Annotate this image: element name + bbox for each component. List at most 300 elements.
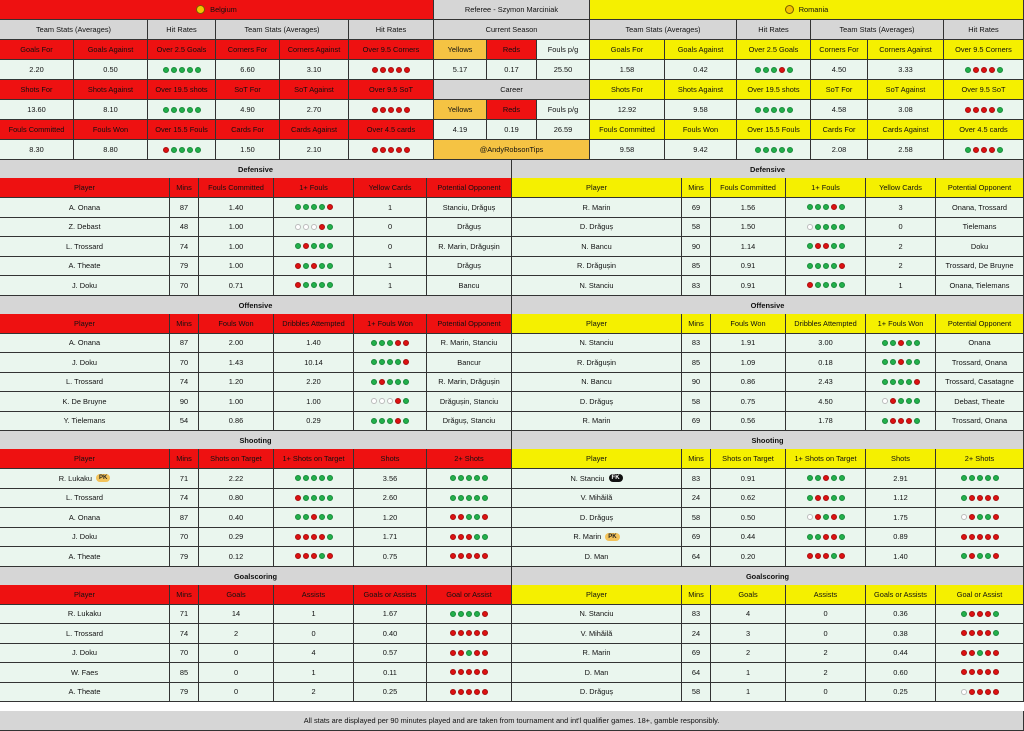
miss-dot bbox=[311, 553, 317, 559]
miss-dot bbox=[973, 147, 979, 153]
hit-rate-dots bbox=[866, 334, 936, 354]
stat-value: 70 bbox=[170, 528, 199, 548]
miss-dot bbox=[890, 398, 896, 404]
hit-dot bbox=[997, 147, 1003, 153]
stat-value: 1.40 bbox=[274, 334, 354, 354]
hit-rate-dots bbox=[427, 547, 512, 567]
team-stats-label: Team Stats (Averages) bbox=[0, 20, 148, 40]
stat-value: 69 bbox=[682, 528, 711, 548]
stat-value: 3 bbox=[866, 198, 936, 218]
hit-dot bbox=[319, 514, 325, 520]
empty-dot bbox=[961, 689, 967, 695]
hit-dot bbox=[311, 243, 317, 249]
stat-value: 2.22 bbox=[199, 469, 274, 489]
stat-value: 1.09 bbox=[711, 353, 786, 373]
hit-dot bbox=[327, 243, 333, 249]
stat-value: 2.20 bbox=[274, 373, 354, 393]
column-header: Player bbox=[0, 449, 170, 469]
hit-dot bbox=[807, 475, 813, 481]
column-header: Player bbox=[512, 314, 682, 334]
stat-value: 2.08 bbox=[811, 140, 868, 160]
hit-dot bbox=[898, 379, 904, 385]
miss-dot bbox=[450, 669, 456, 675]
hit-dot bbox=[977, 553, 983, 559]
player-name-text: N. Stanciu bbox=[579, 280, 614, 290]
stat-value: 2.10 bbox=[280, 140, 349, 160]
hit-dot bbox=[755, 147, 761, 153]
stat-header: Over 19.5 shots bbox=[148, 80, 216, 100]
hit-rate-dots bbox=[936, 528, 1024, 548]
hit-dot bbox=[831, 263, 837, 269]
hit-rate-dots bbox=[427, 508, 512, 528]
hit-dot bbox=[993, 630, 999, 636]
column-header: Yellow Cards bbox=[866, 178, 936, 198]
hit-dot bbox=[303, 204, 309, 210]
player-name-text: N. Stanciu bbox=[579, 609, 614, 619]
hit-dot bbox=[779, 107, 785, 113]
hit-dot bbox=[823, 282, 829, 288]
miss-dot bbox=[404, 107, 410, 113]
hit-dot bbox=[371, 340, 377, 346]
home-team-name: Belgium bbox=[210, 5, 237, 14]
hit-dot bbox=[371, 379, 377, 385]
hit-dot bbox=[319, 282, 325, 288]
hit-rates-label: Hit Rates bbox=[737, 20, 811, 40]
stat-value: 0.91 bbox=[711, 257, 786, 277]
hit-dot bbox=[387, 418, 393, 424]
referee-name: Referee - Szymon Marciniak bbox=[434, 0, 590, 20]
hit-dot bbox=[961, 553, 967, 559]
stat-value: 1.00 bbox=[199, 237, 274, 257]
hit-rate-dots bbox=[866, 373, 936, 393]
miss-dot bbox=[458, 553, 464, 559]
miss-dot bbox=[474, 689, 480, 695]
stat-header: Goals For bbox=[590, 40, 665, 60]
stat-value: 4.50 bbox=[786, 392, 866, 412]
hit-dot bbox=[458, 475, 464, 481]
empty-dot bbox=[311, 224, 317, 230]
stat-header: Over 15.5 Fouls bbox=[737, 120, 811, 140]
stat-value: 74 bbox=[170, 624, 199, 644]
miss-dot bbox=[372, 147, 378, 153]
player-name-text: A. Onana bbox=[68, 202, 101, 212]
hit-rate-dots bbox=[936, 489, 1024, 509]
column-header: Mins bbox=[682, 449, 711, 469]
miss-dot bbox=[450, 630, 456, 636]
player-name bbox=[512, 644, 682, 664]
stat-header: Over 9.5 SoT bbox=[944, 80, 1024, 100]
stat-value: 0 bbox=[199, 644, 274, 664]
miss-dot bbox=[815, 553, 821, 559]
empty-dot bbox=[295, 224, 301, 230]
miss-dot bbox=[969, 689, 975, 695]
hit-rate-dots bbox=[354, 334, 427, 354]
hit-dot bbox=[379, 340, 385, 346]
miss-dot bbox=[989, 107, 995, 113]
hit-dot bbox=[985, 514, 991, 520]
hit-dot bbox=[179, 67, 185, 73]
player-name bbox=[512, 276, 682, 296]
hit-rate-dots bbox=[349, 60, 434, 80]
miss-dot bbox=[372, 67, 378, 73]
miss-dot bbox=[303, 534, 309, 540]
hit-rate-dots bbox=[427, 683, 512, 703]
miss-dot bbox=[303, 553, 309, 559]
stat-value: 0.40 bbox=[199, 508, 274, 528]
penalty-taker-badge: PK bbox=[96, 474, 110, 482]
hit-dot bbox=[965, 67, 971, 73]
player-name-text: N. Stanciu bbox=[570, 473, 605, 483]
empty-dot bbox=[303, 224, 309, 230]
miss-dot bbox=[466, 689, 472, 695]
stat-value: 0.86 bbox=[199, 412, 274, 432]
stat-value: 1 bbox=[711, 663, 786, 683]
player-name-text: N. Bancu bbox=[581, 241, 612, 251]
miss-dot bbox=[973, 67, 979, 73]
hit-rate-dots bbox=[786, 198, 866, 218]
miss-dot bbox=[458, 689, 464, 695]
stat-header: Goals Against bbox=[74, 40, 148, 60]
column-header: Yellow Cards bbox=[354, 178, 427, 198]
player-name bbox=[0, 334, 170, 354]
miss-dot bbox=[969, 611, 975, 617]
hit-dot bbox=[327, 263, 333, 269]
hit-dot bbox=[771, 147, 777, 153]
column-header: Potential Opponent bbox=[427, 178, 512, 198]
hit-dot bbox=[787, 107, 793, 113]
miss-dot bbox=[898, 359, 904, 365]
stat-header: SoT Against bbox=[280, 80, 349, 100]
stat-value: 87 bbox=[170, 198, 199, 218]
column-header: Mins bbox=[170, 178, 199, 198]
stat-value: 0.29 bbox=[274, 412, 354, 432]
player-name bbox=[0, 373, 170, 393]
hit-dot bbox=[906, 379, 912, 385]
stat-value: Trossard, Onana bbox=[936, 353, 1024, 373]
hit-rate-dots bbox=[274, 489, 354, 509]
miss-dot bbox=[815, 243, 821, 249]
stat-value: 0.42 bbox=[665, 60, 737, 80]
stat-header: Over 9.5 SoT bbox=[349, 80, 434, 100]
miss-dot bbox=[779, 67, 785, 73]
player-name bbox=[0, 218, 170, 238]
stat-header: Over 4.5 cards bbox=[944, 120, 1024, 140]
player-name-text: D. Drăguș bbox=[579, 396, 614, 406]
column-header: Dribbles Attempted bbox=[786, 314, 866, 334]
hit-dot bbox=[171, 107, 177, 113]
stat-value: 1.78 bbox=[786, 412, 866, 432]
stat-value: 1.75 bbox=[866, 508, 936, 528]
hit-dot bbox=[379, 359, 385, 365]
player-name-text: V. Mihăilă bbox=[580, 493, 613, 503]
section-title: Goalscoring bbox=[0, 567, 512, 587]
miss-dot bbox=[906, 418, 912, 424]
stat-value: 10.14 bbox=[274, 353, 354, 373]
stat-value: 74 bbox=[170, 237, 199, 257]
player-name-text: D. Drăguș bbox=[579, 512, 614, 522]
player-name bbox=[0, 353, 170, 373]
column-header: Goals or Assists bbox=[354, 585, 427, 605]
hit-rates-label: Hit Rates bbox=[349, 20, 434, 40]
stat-header: Corners Against bbox=[280, 40, 349, 60]
hit-dot bbox=[815, 282, 821, 288]
hit-dot bbox=[831, 224, 837, 230]
empty-dot bbox=[387, 398, 393, 404]
stat-value: 0.44 bbox=[711, 528, 786, 548]
miss-dot bbox=[961, 534, 967, 540]
stat-value: 0.89 bbox=[866, 528, 936, 548]
stat-value: 2 bbox=[711, 644, 786, 664]
reds-label: Reds bbox=[487, 40, 537, 60]
stat-value: 90 bbox=[682, 373, 711, 393]
hit-rate-dots bbox=[936, 663, 1024, 683]
stat-value: 2 bbox=[274, 683, 354, 703]
stat-value: 0.36 bbox=[866, 605, 936, 625]
hit-dot bbox=[961, 611, 967, 617]
stat-value: 0.11 bbox=[354, 663, 427, 683]
miss-dot bbox=[831, 534, 837, 540]
stat-value: 0.75 bbox=[711, 392, 786, 412]
ref-yellows-value: 4.19 bbox=[434, 120, 487, 140]
miss-dot bbox=[163, 147, 169, 153]
column-header: Player bbox=[512, 449, 682, 469]
team-stats-label: Team Stats (Averages) bbox=[216, 20, 349, 40]
player-name-text: Z. Debast bbox=[68, 222, 101, 232]
miss-dot bbox=[831, 514, 837, 520]
hit-dot bbox=[831, 475, 837, 481]
miss-dot bbox=[969, 553, 975, 559]
hit-rate-dots bbox=[786, 528, 866, 548]
miss-dot bbox=[831, 204, 837, 210]
stat-value: 85 bbox=[682, 353, 711, 373]
hit-rate-dots bbox=[354, 353, 427, 373]
hit-dot bbox=[823, 224, 829, 230]
miss-dot bbox=[458, 669, 464, 675]
hit-rate-dots bbox=[274, 469, 354, 489]
hit-dot bbox=[815, 534, 821, 540]
stat-value: Onana bbox=[936, 334, 1024, 354]
hit-dot bbox=[195, 107, 201, 113]
stat-value: 0.57 bbox=[354, 644, 427, 664]
stat-value: 2 bbox=[786, 644, 866, 664]
stat-value: 3.33 bbox=[868, 60, 944, 80]
hit-rate-dots bbox=[936, 644, 1024, 664]
stat-value: 9.58 bbox=[590, 140, 665, 160]
hit-rates-label: Hit Rates bbox=[148, 20, 216, 40]
empty-dot bbox=[807, 514, 813, 520]
stat-value: Drăguș, Stanciu bbox=[427, 412, 512, 432]
hit-dot bbox=[839, 534, 845, 540]
player-name-text: R. Drăgușin bbox=[576, 261, 617, 271]
hit-dot bbox=[815, 204, 821, 210]
stat-value: 0.91 bbox=[711, 469, 786, 489]
hit-rate-dots bbox=[936, 508, 1024, 528]
stat-value: 24 bbox=[682, 624, 711, 644]
miss-dot bbox=[403, 359, 409, 365]
hit-dot bbox=[839, 495, 845, 501]
stat-value: 83 bbox=[682, 334, 711, 354]
miss-dot bbox=[404, 147, 410, 153]
stat-header: Fouls Won bbox=[74, 120, 148, 140]
miss-dot bbox=[403, 340, 409, 346]
column-header: Dribbles Attempted bbox=[274, 314, 354, 334]
column-header: Assists bbox=[786, 585, 866, 605]
column-header: Player bbox=[0, 178, 170, 198]
player-name-text: D. Drăguș bbox=[579, 222, 614, 232]
hit-dot bbox=[831, 495, 837, 501]
stat-value: 90 bbox=[170, 392, 199, 412]
stat-value: 3.08 bbox=[868, 100, 944, 120]
player-name bbox=[0, 547, 170, 567]
away-team-header bbox=[590, 0, 1024, 20]
stat-value: 0 bbox=[786, 605, 866, 625]
hit-dot bbox=[993, 475, 999, 481]
hit-dot bbox=[295, 243, 301, 249]
stat-value: 2 bbox=[866, 257, 936, 277]
stat-header: Cards Against bbox=[868, 120, 944, 140]
stat-value: 83 bbox=[682, 276, 711, 296]
hit-dot bbox=[985, 475, 991, 481]
miss-dot bbox=[311, 263, 317, 269]
stat-value: 1.50 bbox=[216, 140, 280, 160]
miss-dot bbox=[823, 495, 829, 501]
career-label: Career bbox=[434, 80, 590, 100]
away-team-name: Romania bbox=[798, 5, 829, 14]
stat-value: R. Marin, Drăgușin bbox=[427, 373, 512, 393]
empty-dot bbox=[807, 224, 813, 230]
player-name bbox=[512, 489, 682, 509]
hit-rate-dots bbox=[866, 392, 936, 412]
stat-value: 1.12 bbox=[866, 489, 936, 509]
hit-dot bbox=[763, 147, 769, 153]
hit-dot bbox=[977, 475, 983, 481]
stat-value: 1.58 bbox=[590, 60, 665, 80]
miss-dot bbox=[474, 650, 480, 656]
stat-value: 70 bbox=[170, 353, 199, 373]
hit-dot bbox=[906, 340, 912, 346]
miss-dot bbox=[482, 611, 488, 617]
stat-value: 58 bbox=[682, 508, 711, 528]
miss-dot bbox=[450, 514, 456, 520]
player-name bbox=[512, 663, 682, 683]
fouls-pg-label: Fouls p/g bbox=[537, 40, 590, 60]
hit-rate-dots bbox=[737, 60, 811, 80]
hit-rate-dots bbox=[786, 237, 866, 257]
hit-dot bbox=[755, 107, 761, 113]
stat-value: 24 bbox=[682, 489, 711, 509]
section-title: Defensive bbox=[512, 160, 1024, 180]
miss-dot bbox=[388, 147, 394, 153]
hit-rate-dots bbox=[944, 60, 1024, 80]
hit-dot bbox=[882, 340, 888, 346]
hit-dot bbox=[474, 514, 480, 520]
stat-value: 0 bbox=[274, 624, 354, 644]
column-header: Shots on Target bbox=[199, 449, 274, 469]
stat-value: 0 bbox=[786, 683, 866, 703]
stat-value: 1.40 bbox=[866, 547, 936, 567]
hit-dot bbox=[466, 650, 472, 656]
hit-dot bbox=[977, 514, 983, 520]
miss-dot bbox=[404, 67, 410, 73]
player-name bbox=[0, 489, 170, 509]
stat-value: 3.56 bbox=[354, 469, 427, 489]
hit-rate-dots bbox=[936, 683, 1024, 703]
miss-dot bbox=[823, 553, 829, 559]
stat-value: 0.50 bbox=[74, 60, 148, 80]
hit-dot bbox=[466, 514, 472, 520]
stat-value: 1 bbox=[354, 257, 427, 277]
miss-dot bbox=[482, 669, 488, 675]
miss-dot bbox=[815, 495, 821, 501]
hit-dot bbox=[914, 418, 920, 424]
stat-value: 2.00 bbox=[199, 334, 274, 354]
player-name-text: A. Theate bbox=[68, 551, 101, 561]
miss-dot bbox=[295, 263, 301, 269]
column-header: Goals or Assists bbox=[866, 585, 936, 605]
stat-value: 1.40 bbox=[199, 198, 274, 218]
hit-rate-dots bbox=[354, 373, 427, 393]
stat-header: Corners Against bbox=[868, 40, 944, 60]
hit-dot bbox=[195, 67, 201, 73]
stat-value: 1.91 bbox=[711, 334, 786, 354]
stat-value: 2 bbox=[199, 624, 274, 644]
stat-value: 0.50 bbox=[711, 508, 786, 528]
stat-value: 0 bbox=[354, 237, 427, 257]
hit-rate-dots bbox=[427, 644, 512, 664]
stat-header: Fouls Committed bbox=[0, 120, 74, 140]
hit-dot bbox=[458, 495, 464, 501]
miss-dot bbox=[807, 282, 813, 288]
player-name bbox=[512, 605, 682, 625]
column-header: Fouls Committed bbox=[711, 178, 786, 198]
column-header: Mins bbox=[682, 178, 711, 198]
section-title: Offensive bbox=[0, 296, 512, 316]
hit-dot bbox=[450, 475, 456, 481]
stat-value: 1.20 bbox=[199, 373, 274, 393]
column-header: 2+ Shots bbox=[936, 449, 1024, 469]
romania-flag-icon bbox=[785, 5, 794, 14]
hit-rate-dots bbox=[786, 218, 866, 238]
miss-dot bbox=[981, 107, 987, 113]
free-kick-taker-badge: FK bbox=[609, 474, 623, 482]
miss-dot bbox=[989, 67, 995, 73]
belgium-flag-icon bbox=[196, 5, 205, 14]
stat-value: 2 bbox=[866, 237, 936, 257]
miss-dot bbox=[396, 107, 402, 113]
hit-dot bbox=[482, 495, 488, 501]
penalty-taker-badge: PK bbox=[605, 533, 619, 541]
hit-dot bbox=[319, 475, 325, 481]
hit-dot bbox=[466, 611, 472, 617]
miss-dot bbox=[319, 224, 325, 230]
stat-value: 0.29 bbox=[199, 528, 274, 548]
miss-dot bbox=[450, 534, 456, 540]
stat-value: 0.80 bbox=[199, 489, 274, 509]
hit-rate-dots bbox=[786, 469, 866, 489]
player-name-text: N. Stanciu bbox=[579, 338, 614, 348]
stat-value: 83 bbox=[682, 605, 711, 625]
stat-header: Fouls Committed bbox=[590, 120, 665, 140]
column-header: 1+ Fouls Won bbox=[866, 314, 936, 334]
stat-value: 2.43 bbox=[786, 373, 866, 393]
column-header: Goal or Assist bbox=[427, 585, 512, 605]
column-header: Fouls Committed bbox=[199, 178, 274, 198]
hit-dot bbox=[807, 263, 813, 269]
hit-rate-dots bbox=[936, 605, 1024, 625]
miss-dot bbox=[482, 514, 488, 520]
stat-value: 1.71 bbox=[354, 528, 427, 548]
hit-rate-dots bbox=[786, 489, 866, 509]
